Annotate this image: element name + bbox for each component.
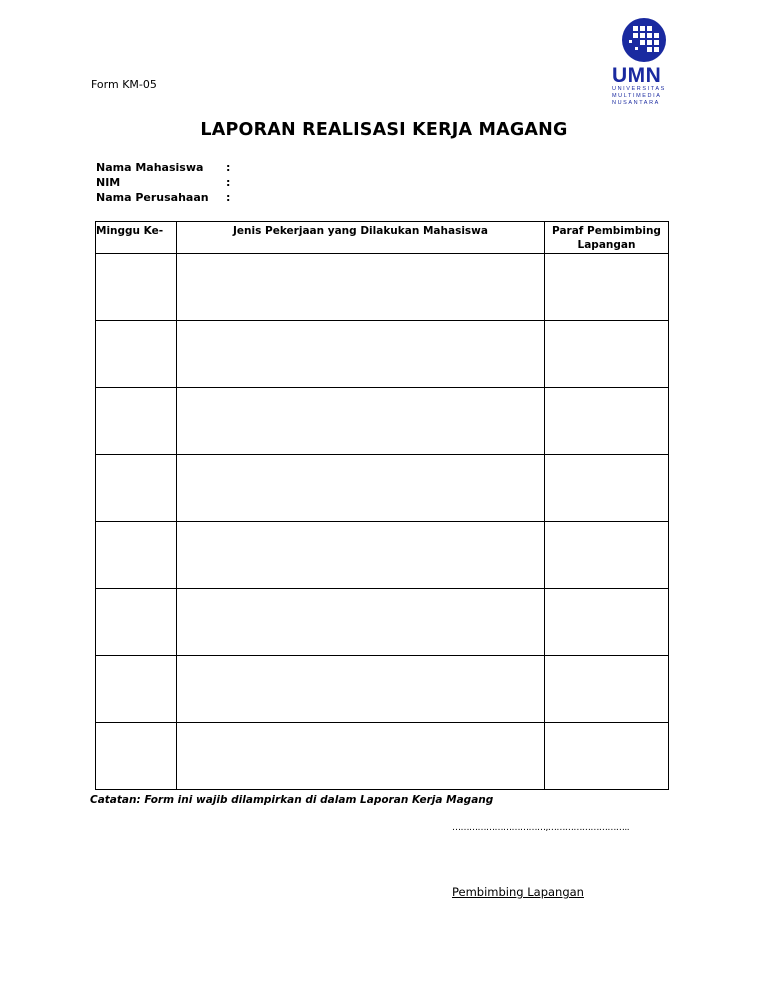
cell-minggu — [96, 321, 177, 388]
logo-brand: UMN — [612, 64, 662, 87]
cell-minggu — [96, 522, 177, 589]
field-label-nim: NIM — [96, 176, 121, 189]
table-row — [96, 388, 669, 455]
cell-minggu — [96, 455, 177, 522]
field-label-nama-perusahaan: Nama Perusahaan — [96, 191, 209, 204]
cell-pekerjaan — [177, 455, 545, 522]
cell-paraf — [545, 522, 669, 589]
umn-emblem-icon — [622, 18, 666, 62]
table-row — [96, 723, 669, 790]
form-code: Form KM-05 — [91, 78, 157, 91]
page-title: LAPORAN REALISASI KERJA MAGANG — [200, 120, 568, 140]
field-colon: : — [226, 161, 231, 174]
umn-logo — [612, 18, 676, 107]
catatan-note: Catatan: Form ini wajib dilampirkan di dalam Laporan Kerja Magang — [90, 794, 494, 806]
logo-sub-line: NUSANTARA — [612, 100, 660, 106]
cell-minggu — [96, 254, 177, 321]
cell-pekerjaan — [177, 589, 545, 656]
field-colon: : — [226, 191, 231, 204]
cell-minggu — [96, 656, 177, 723]
cell-pekerjaan — [177, 723, 545, 790]
cell-paraf — [545, 723, 669, 790]
cell-paraf — [545, 321, 669, 388]
cell-pekerjaan — [177, 522, 545, 589]
cell-pekerjaan — [177, 656, 545, 723]
logo-sub-line: MULTIMEDIA — [612, 93, 662, 99]
cell-pekerjaan — [177, 321, 545, 388]
table-row — [96, 522, 669, 589]
table-row — [96, 656, 669, 723]
table-row — [96, 321, 669, 388]
header-paraf: Paraf Pembimbing Lapangan — [545, 222, 669, 254]
cell-paraf — [545, 388, 669, 455]
cell-pekerjaan — [177, 254, 545, 321]
signature-place-date-line: ……………………………,……………………….. — [452, 823, 630, 833]
cell-minggu — [96, 723, 177, 790]
table-row — [96, 455, 669, 522]
field-label-nama-mahasiswa: Nama Mahasiswa — [96, 161, 204, 174]
table-header-row — [96, 222, 669, 254]
logo-sub-line: UNIVERSITAS — [612, 86, 666, 92]
table-row — [96, 589, 669, 656]
cell-minggu — [96, 388, 177, 455]
cell-paraf — [545, 254, 669, 321]
field-colon: : — [226, 176, 231, 189]
header-jenis-pekerjaan: Jenis Pekerjaan yang Dilakukan Mahasiswa — [177, 222, 545, 254]
cell-paraf — [545, 589, 669, 656]
signer-title: Pembimbing Lapangan — [452, 885, 584, 899]
weekly-log-table — [95, 221, 669, 790]
cell-paraf — [545, 455, 669, 522]
cell-minggu — [96, 589, 177, 656]
header-minggu: Minggu Ke- — [96, 222, 177, 254]
table-row — [96, 254, 669, 321]
cell-paraf — [545, 656, 669, 723]
cell-pekerjaan — [177, 388, 545, 455]
